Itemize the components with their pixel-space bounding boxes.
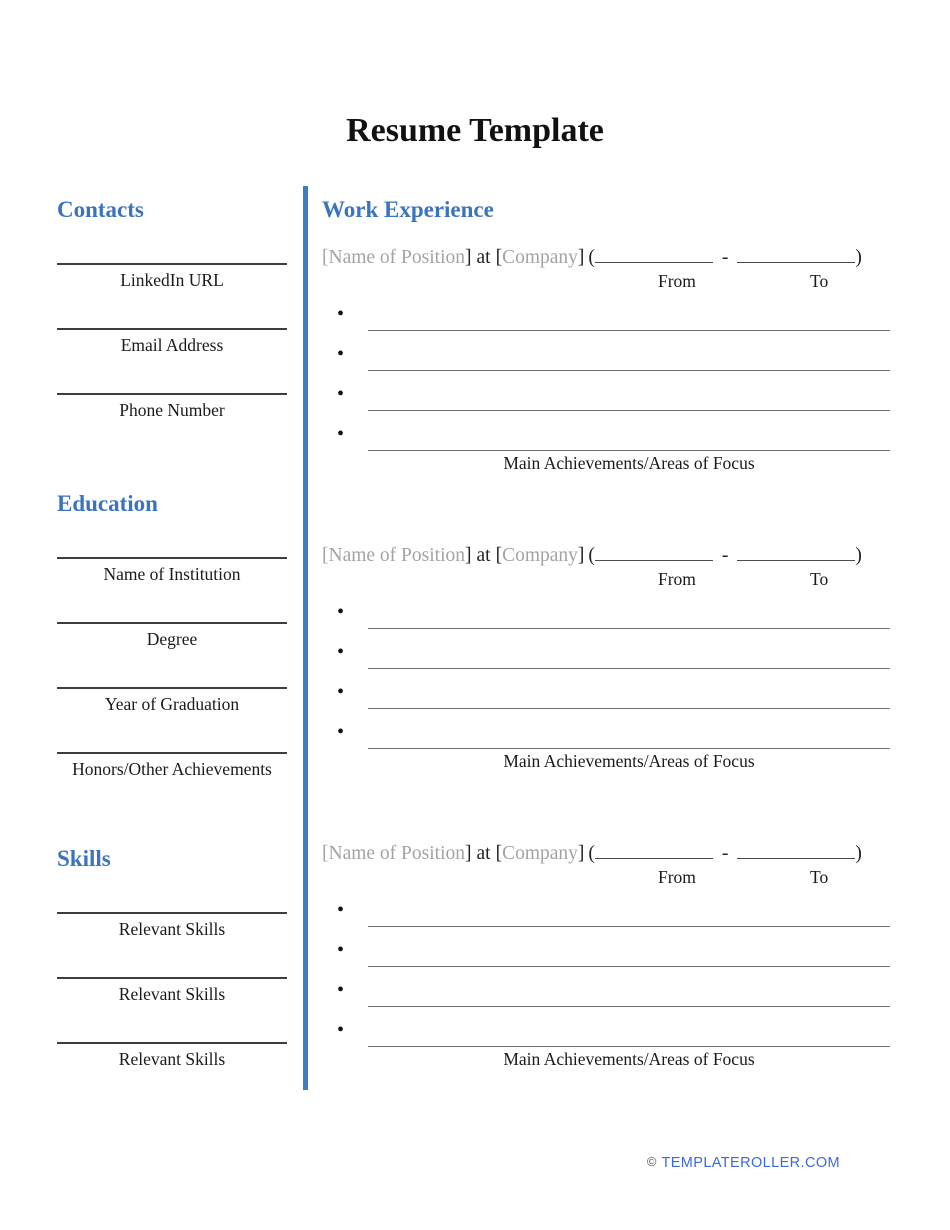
bullet-row: [322, 589, 890, 629]
position-line: [322, 244, 890, 271]
copyright-icon: ©: [646, 1154, 657, 1169]
close-bracket: ]: [577, 545, 585, 566]
bullet-icon: •: [337, 979, 345, 1001]
work-experience-column: [322, 196, 890, 1138]
bullet-icon: •: [337, 899, 345, 921]
bullet-icon: •: [337, 721, 345, 743]
achievement-bullets: [322, 291, 890, 451]
bullet-row: [322, 411, 890, 451]
form-field-phone: [57, 357, 287, 422]
templateroller-link[interactable]: TEMPLATEROLLER.COM: [661, 1155, 840, 1171]
achievement-field[interactable]: [368, 291, 890, 331]
to-label: To: [810, 271, 829, 291]
field-label: Relevant Skills: [118, 919, 226, 939]
position-line: [322, 542, 890, 569]
open-paren: (: [588, 247, 595, 268]
form-field-honors: [57, 716, 287, 781]
bullet-icon: •: [337, 1019, 345, 1041]
to-date-field[interactable]: [737, 841, 855, 859]
from-label: From: [658, 867, 696, 887]
dash: -: [721, 247, 729, 268]
dash: -: [721, 545, 729, 566]
form-field-degree: [57, 586, 287, 651]
education-heading: Education: [57, 491, 158, 516]
bullet-row: [322, 291, 890, 331]
achievements-caption: Main Achievements/Areas of Focus: [503, 453, 755, 473]
bullet-row: [322, 927, 890, 967]
achievement-field[interactable]: [368, 371, 890, 411]
form-field-institution: [57, 521, 287, 586]
sidebar: [57, 196, 287, 1071]
skill-field-1[interactable]: [57, 876, 287, 914]
close-paren: ): [855, 247, 862, 268]
graduation-year-field[interactable]: [57, 651, 287, 689]
bullet-row: [322, 669, 890, 709]
company-placeholder[interactable]: Company: [502, 545, 578, 566]
open-bracket: [: [322, 247, 329, 268]
open-bracket: [: [495, 545, 503, 566]
field-label: Name of Institution: [103, 564, 241, 584]
at-text: at: [476, 843, 491, 864]
field-label: Degree: [146, 629, 198, 649]
field-label: Phone Number: [119, 400, 225, 420]
date-labels-row: [322, 867, 890, 887]
contacts-section: [57, 196, 287, 422]
bullet-row: [322, 371, 890, 411]
achievement-field[interactable]: [368, 887, 890, 927]
at-text: at: [476, 545, 491, 566]
field-label: Email Address: [120, 335, 224, 355]
position-placeholder[interactable]: Name of Position: [328, 545, 465, 566]
close-bracket: ]: [577, 843, 585, 864]
open-bracket: [: [495, 247, 503, 268]
achievement-field[interactable]: [368, 709, 890, 749]
to-label: To: [810, 867, 829, 887]
position-line: [322, 840, 890, 867]
achievement-field[interactable]: [368, 967, 890, 1007]
bullet-icon: •: [337, 343, 345, 365]
bullet-icon: •: [337, 939, 345, 961]
open-paren: (: [588, 545, 595, 566]
close-bracket: ]: [577, 247, 585, 268]
to-date-field[interactable]: [737, 245, 855, 263]
honors-field[interactable]: [57, 716, 287, 754]
from-date-field[interactable]: [595, 245, 713, 263]
skill-field-2[interactable]: [57, 941, 287, 979]
institution-field[interactable]: [57, 521, 287, 559]
field-label: Relevant Skills: [118, 1049, 226, 1069]
form-field-linkedin: [57, 227, 287, 292]
work-experience-heading: Work Experience: [322, 197, 494, 222]
field-label: LinkedIn URL: [120, 270, 224, 290]
degree-field[interactable]: [57, 586, 287, 624]
from-date-field[interactable]: [595, 841, 713, 859]
to-label: To: [810, 569, 829, 589]
company-placeholder[interactable]: Company: [502, 843, 578, 864]
company-placeholder[interactable]: Company: [502, 247, 578, 268]
field-label: Year of Graduation: [104, 694, 240, 714]
skills-section: [57, 845, 287, 1071]
bullet-row: [322, 887, 890, 927]
from-label: From: [658, 271, 696, 291]
phone-number-field[interactable]: [57, 357, 287, 395]
experience-block-2: [322, 542, 890, 774]
close-paren: ): [855, 545, 862, 566]
bullet-row: [322, 1007, 890, 1047]
form-field-email: [57, 292, 287, 357]
bullet-icon: •: [337, 303, 345, 325]
from-date-field[interactable]: [595, 543, 713, 561]
at-text: at: [476, 247, 491, 268]
email-address-field[interactable]: [57, 292, 287, 330]
column-divider-line: [303, 186, 308, 1090]
open-bracket: [: [322, 843, 329, 864]
education-section: [57, 490, 287, 781]
form-field-skill-3: [57, 1006, 287, 1071]
bullet-icon: •: [337, 641, 345, 663]
skill-field-3[interactable]: [57, 1006, 287, 1044]
bullet-icon: •: [337, 601, 345, 623]
from-label: From: [658, 569, 696, 589]
linkedin-url-field[interactable]: [57, 227, 287, 265]
form-field-graduation-year: [57, 651, 287, 716]
experience-block-3: [322, 840, 890, 1072]
bullet-row: [322, 331, 890, 371]
achievement-field[interactable]: [368, 1007, 890, 1047]
bullet-icon: •: [337, 423, 345, 445]
field-label: Relevant Skills: [118, 984, 226, 1004]
form-field-skill-2: [57, 941, 287, 1006]
achievement-bullets: [322, 589, 890, 749]
position-placeholder[interactable]: Name of Position: [328, 843, 465, 864]
dash: -: [721, 843, 729, 864]
close-bracket: ]: [465, 545, 472, 566]
experience-block-1: [322, 244, 890, 476]
form-field-skill-1: [57, 876, 287, 941]
bullet-row: [322, 967, 890, 1007]
close-bracket: ]: [465, 247, 472, 268]
skills-heading: Skills: [57, 846, 111, 871]
close-paren: ): [855, 843, 862, 864]
open-bracket: [: [322, 545, 329, 566]
bullet-icon: •: [337, 383, 345, 405]
open-paren: (: [588, 843, 595, 864]
date-labels-row: [322, 271, 890, 291]
achievements-caption: Main Achievements/Areas of Focus: [503, 1049, 755, 1069]
achievement-field[interactable]: [368, 927, 890, 967]
page-title: Resume Template: [346, 112, 604, 149]
bullet-row: [322, 629, 890, 669]
achievement-bullets: [322, 887, 890, 1047]
bullet-icon: •: [337, 681, 345, 703]
close-bracket: ]: [465, 843, 472, 864]
achievement-field[interactable]: [368, 331, 890, 371]
contacts-heading: Contacts: [57, 197, 144, 222]
open-bracket: [: [495, 843, 503, 864]
field-label: Honors/Other Achievements: [72, 759, 272, 779]
achievement-field[interactable]: [368, 629, 890, 669]
bullet-row: [322, 709, 890, 749]
achievements-caption: Main Achievements/Areas of Focus: [503, 751, 755, 771]
footer: [647, 1154, 840, 1172]
achievement-field[interactable]: [368, 589, 890, 629]
date-labels-row: [322, 569, 890, 589]
to-date-field[interactable]: [737, 543, 855, 561]
position-placeholder[interactable]: Name of Position: [328, 247, 465, 268]
achievement-field[interactable]: [368, 411, 890, 451]
achievement-field[interactable]: [368, 669, 890, 709]
